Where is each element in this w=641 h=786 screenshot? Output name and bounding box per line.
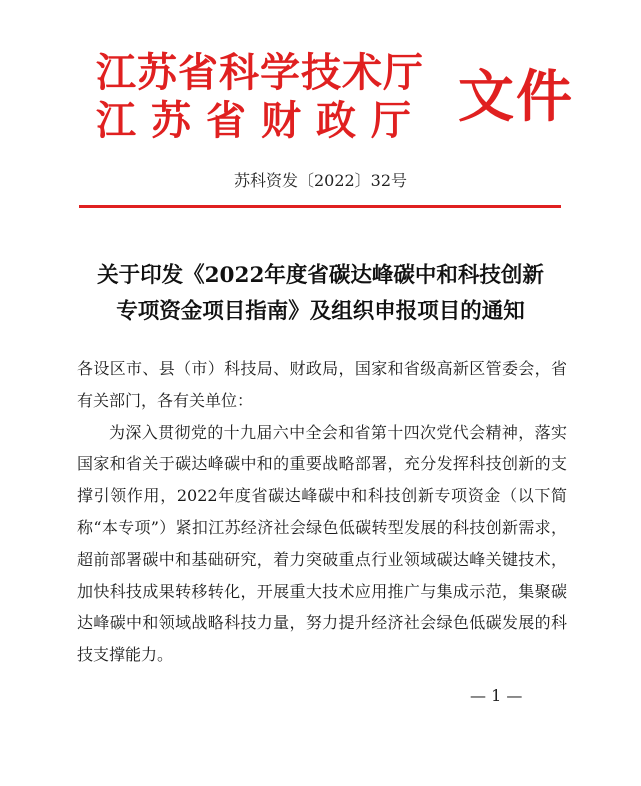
issuer-name-finance-department: 江苏省财政厅 — [96, 97, 426, 144]
document-number: 苏科资发〔2022〕32号 — [233, 171, 408, 190]
document-mark: 文件 — [458, 64, 574, 130]
red-separator-rule — [79, 205, 561, 208]
issuer-name-science-department: 江苏省科学技术厅 — [96, 49, 424, 96]
document-title-line-1: 关于印发《2022年度省碳达峰碳中和科技创新 — [97, 263, 544, 288]
document-title — [60, 258, 581, 330]
body-paragraph-1: 为深入贯彻党的十九届六中全会和省第十四次党代会精神，落实国家和省关于碳达峰碳中和的重要战略部署，充分发挥科技创新的支撑引领作用，2022年度省碳达峰碳中和科技创新专项资金（以下简称“本专项”）紧扣江苏经济社会绿色低碳转型发展的科技创新需求，超前部署碳中和基础研究，着力突破重点行业领域碳达峰关键技术，加快科技成果转移转化，开展重大技术应用推广与集成示范，集聚碳达峰碳中和领域战略科技力量，努力提升经济社会绿色低碳发展的科技支撑能力。 — [77, 422, 567, 665]
document-title-line-2: 专项资金项目指南》及组织申报项目的通知 — [116, 299, 525, 324]
page-number: — 1 — — [470, 686, 523, 705]
document-header — [0, 0, 641, 215]
addressee-paragraph: 各设区市、县（市）科技局、财政局，国家和省级高新区管委会，省有关部门，各有关单位： — [77, 359, 567, 410]
document-body — [77, 353, 567, 671]
